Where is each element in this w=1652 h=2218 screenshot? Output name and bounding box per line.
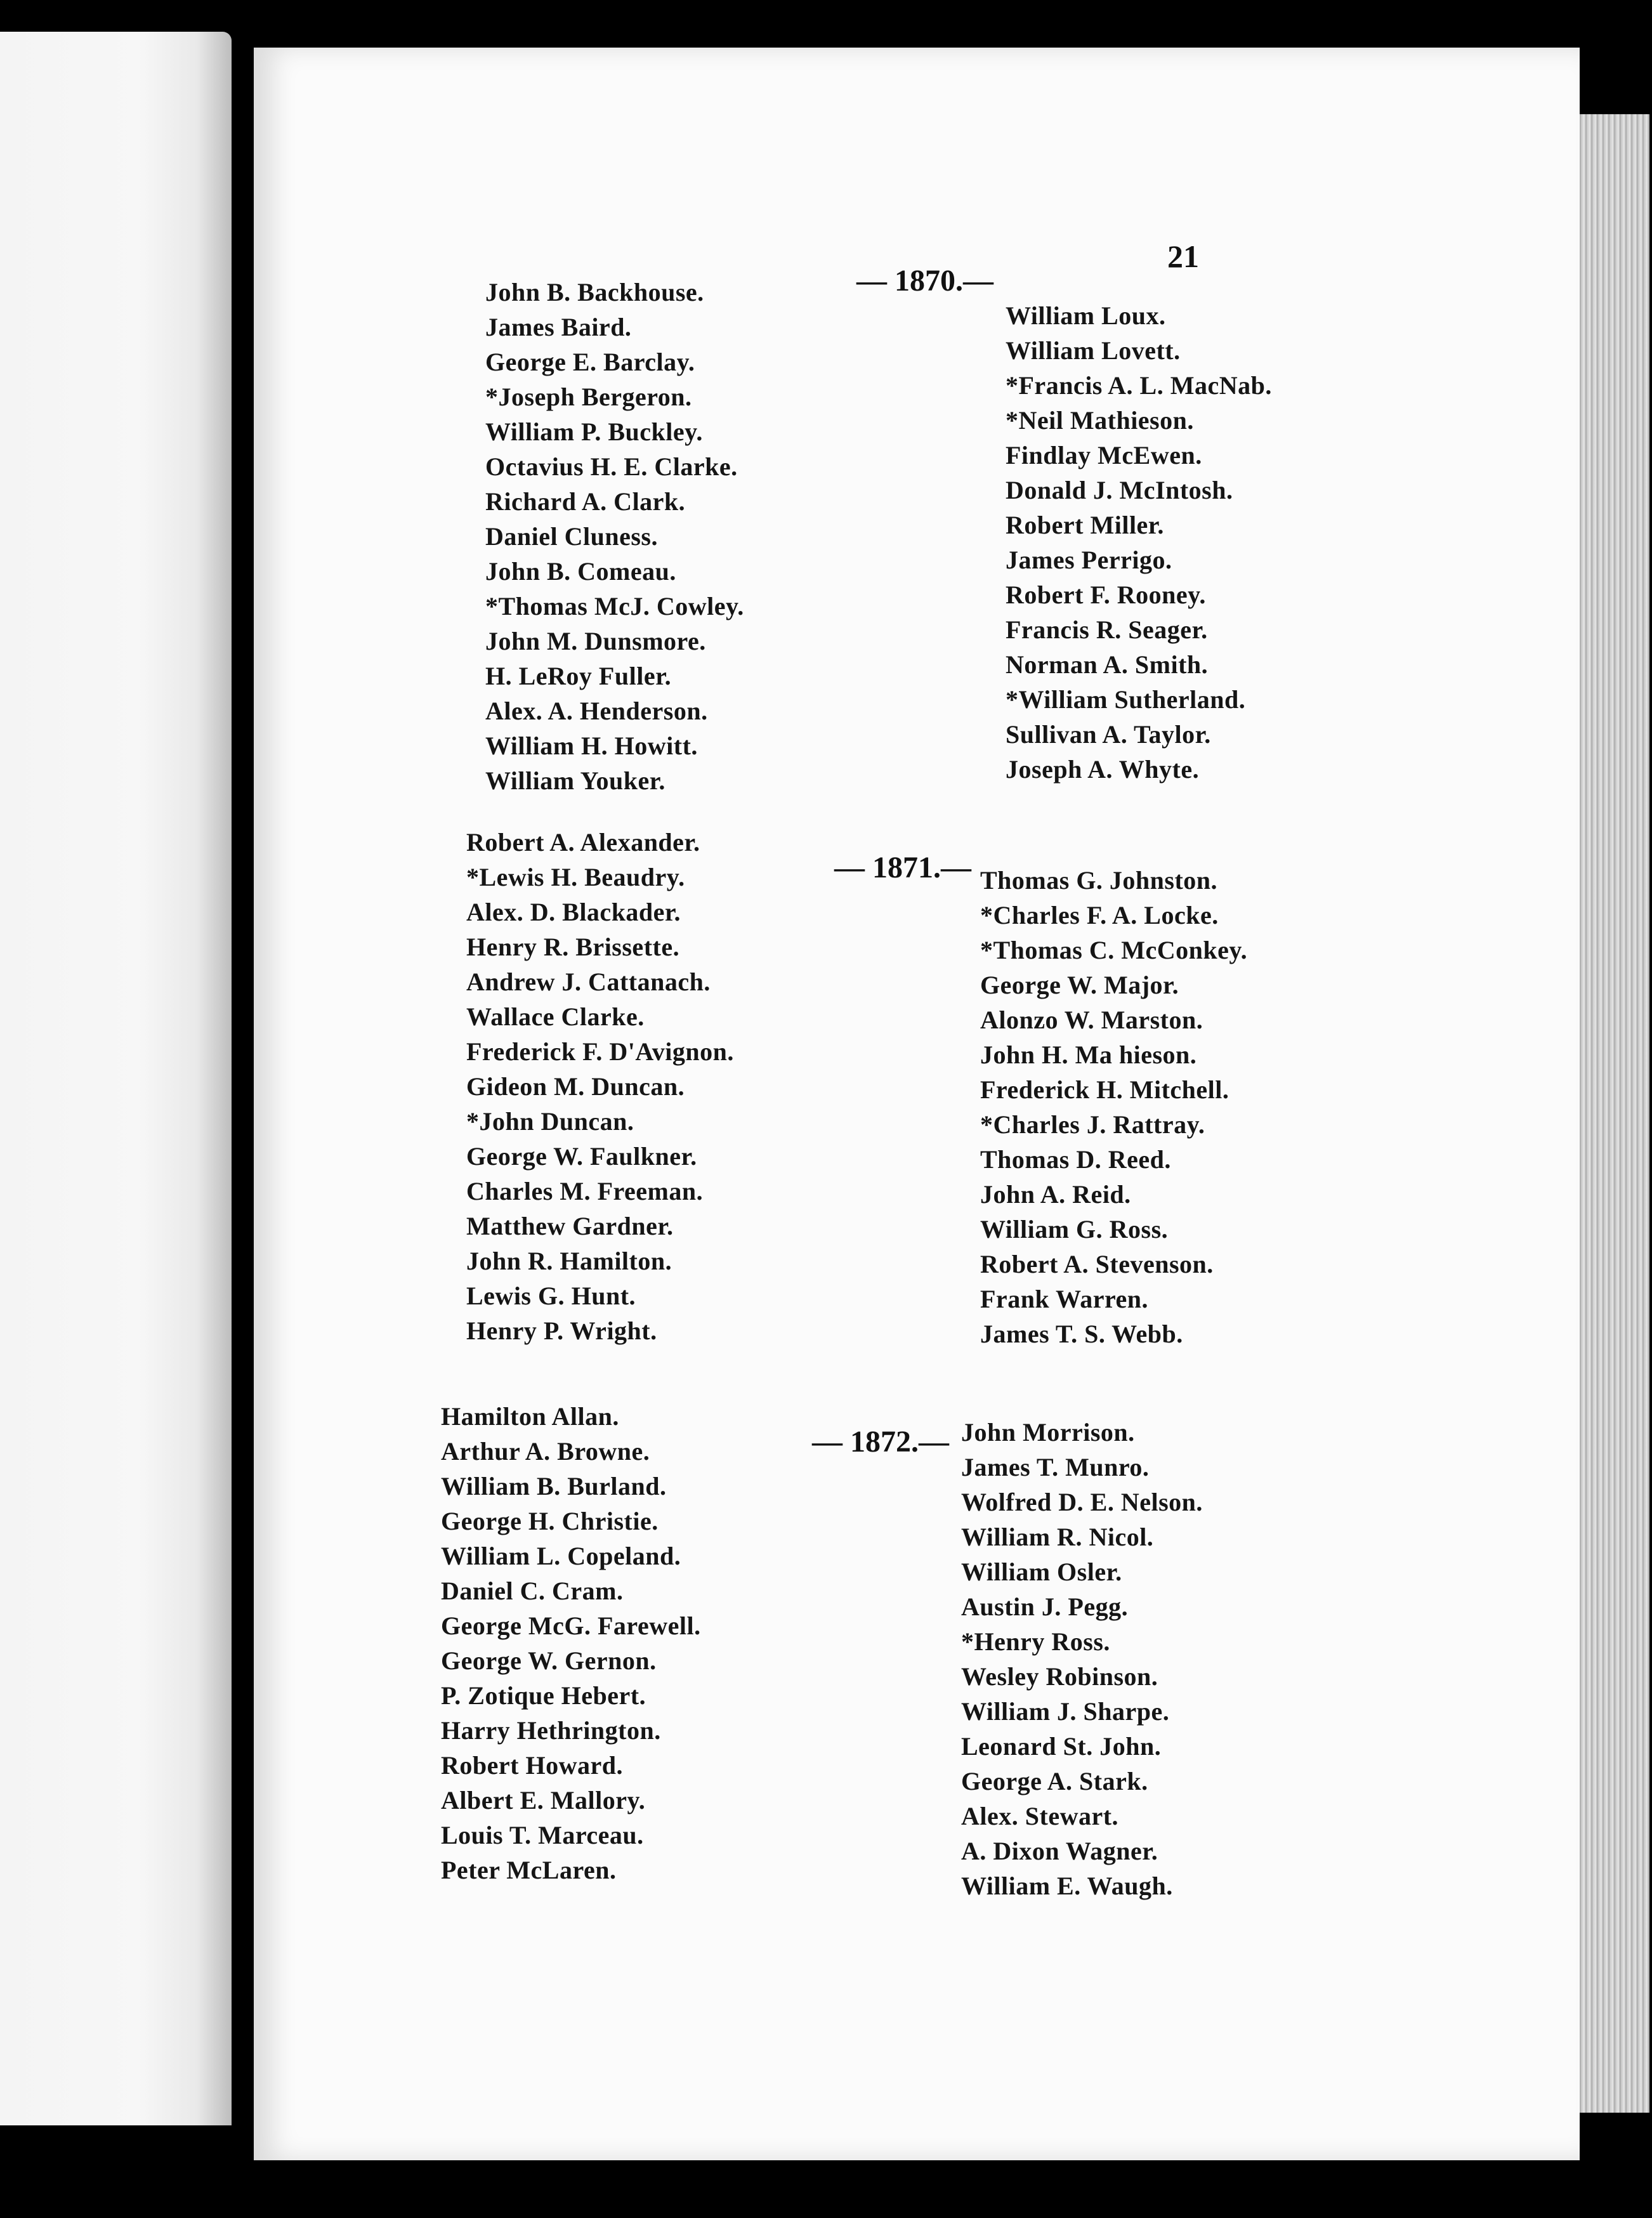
list-item: Arthur A. Browne. <box>441 1437 650 1466</box>
list-item: Matthew Gardner. <box>466 1212 674 1240</box>
list-item: *Charles J. Rattray. <box>980 1110 1205 1139</box>
list-item: John A. Reid. <box>980 1180 1131 1209</box>
list-item: William Lovett. <box>1006 336 1181 365</box>
list-item: Donald J. McIntosh. <box>1006 476 1233 504</box>
list-item: Lewis G. Hunt. <box>466 1282 636 1310</box>
list-item: Norman A. Smith. <box>1006 650 1209 679</box>
list-item: Peter McLaren. <box>441 1856 617 1884</box>
list-item: Andrew J. Cattanach. <box>466 968 711 996</box>
list-item: William Youker. <box>485 766 665 795</box>
list-item: *Henry Ross. <box>961 1627 1110 1656</box>
book-gutter <box>233 38 252 2144</box>
list-item: John H. Ma hieson. <box>980 1040 1197 1069</box>
list-item: Thomas G. Johnston. <box>980 866 1218 895</box>
list-item: Louis T. Marceau. <box>441 1821 644 1849</box>
list-item: Robert A. Alexander. <box>466 828 700 856</box>
list-item: George McG. Farewell. <box>441 1611 701 1640</box>
name-list-1871-left <box>466 825 734 1348</box>
list-item: Alonzo W. Marston. <box>980 1006 1203 1034</box>
list-item: *Joseph Bergeron. <box>485 383 692 411</box>
list-item: P. Zotique Hebert. <box>441 1681 646 1710</box>
list-item: Harry Hethrington. <box>441 1716 661 1745</box>
list-item: Joseph A. Whyte. <box>1006 755 1200 784</box>
list-item: Octavius H. E. Clarke. <box>485 452 738 481</box>
list-item: A. Dixon Wagner. <box>961 1837 1158 1865</box>
list-item: *William Sutherland. <box>1006 685 1246 714</box>
list-item: Robert Miller. <box>1006 511 1164 539</box>
list-item: William B. Burland. <box>441 1472 667 1500</box>
list-item: John R. Hamilton. <box>466 1247 672 1275</box>
name-list-1872-right <box>961 1415 1203 1903</box>
list-item: H. LeRoy Fuller. <box>485 662 672 690</box>
list-item: Austin J. Pegg. <box>961 1592 1129 1621</box>
list-item: George W. Major. <box>980 971 1179 999</box>
list-item: Daniel Cluness. <box>485 522 658 551</box>
year-heading-1872: — 1872.— <box>812 1425 949 1459</box>
list-item: Hamilton Allan. <box>441 1402 619 1431</box>
list-item: Wallace Clarke. <box>466 1002 645 1031</box>
list-item: William J. Sharpe. <box>961 1697 1170 1726</box>
year-heading-1871: — 1871.— <box>834 851 971 884</box>
list-item: Frederick F. D'Avignon. <box>466 1037 734 1066</box>
list-item: Frederick H. Mitchell. <box>980 1075 1229 1104</box>
list-item: George A. Stark. <box>961 1767 1148 1795</box>
name-list-1872-left <box>441 1399 701 1887</box>
list-item: John Morrison. <box>961 1418 1135 1447</box>
list-item: John M. Dunsmore. <box>485 627 706 655</box>
list-item: Gideon M. Duncan. <box>466 1072 685 1101</box>
list-item: Henry P. Wright. <box>466 1316 657 1345</box>
facing-page <box>0 32 232 2125</box>
list-item: Robert A. Stevenson. <box>980 1250 1214 1278</box>
list-item: Frank Warren. <box>980 1285 1149 1313</box>
list-item: William Loux. <box>1006 301 1166 330</box>
list-item: William H. Howitt. <box>485 732 698 760</box>
list-item: George W. Gernon. <box>441 1646 657 1675</box>
list-item: *Thomas McJ. Cowley. <box>485 592 744 620</box>
list-item: Alex. D. Blackader. <box>466 898 681 926</box>
name-list-1870-right <box>1006 298 1272 787</box>
list-item: William P. Buckley. <box>485 417 703 446</box>
list-item: *John Duncan. <box>466 1107 634 1136</box>
list-item: George H. Christie. <box>441 1507 659 1535</box>
page-number: 21 <box>1167 239 1199 274</box>
list-item: John B. Comeau. <box>485 557 676 586</box>
list-item: William Osler. <box>961 1558 1122 1586</box>
list-item: Francis R. Seager. <box>1006 615 1208 644</box>
list-item: James Perrigo. <box>1006 546 1172 574</box>
list-item: Wolfred D. E. Nelson. <box>961 1488 1203 1516</box>
name-list-1871-right <box>980 863 1247 1351</box>
list-item: Findlay McEwen. <box>1006 441 1202 469</box>
list-item: William E. Waugh. <box>961 1872 1173 1900</box>
list-item: James T. Munro. <box>961 1453 1150 1481</box>
list-item: Henry R. Brissette. <box>466 933 680 961</box>
list-item: Richard A. Clark. <box>485 487 686 516</box>
list-item: *Charles F. A. Locke. <box>980 901 1219 929</box>
list-item: George E. Barclay. <box>485 348 695 376</box>
list-item: James T. S. Webb. <box>980 1320 1183 1348</box>
list-item: *Francis A. L. MacNab. <box>1006 371 1272 400</box>
list-item: Alex. A. Henderson. <box>485 697 708 725</box>
list-item: William R. Nicol. <box>961 1523 1154 1551</box>
list-item: Albert E. Mallory. <box>441 1786 646 1814</box>
list-item: *Lewis H. Beaudry. <box>466 863 685 891</box>
year-heading-1870: — 1870.— <box>856 264 993 298</box>
book-page <box>254 48 1580 2160</box>
list-item: Charles M. Freeman. <box>466 1177 704 1205</box>
name-list-1870-left <box>485 275 744 798</box>
list-item: *Neil Mathieson. <box>1006 406 1194 435</box>
list-item: Daniel C. Cram. <box>441 1577 624 1605</box>
list-item: Sullivan A. Taylor. <box>1006 720 1211 749</box>
list-item: *Thomas C. McConkey. <box>980 936 1248 964</box>
list-item: William L. Copeland. <box>441 1542 681 1570</box>
list-item: Wesley Robinson. <box>961 1662 1158 1691</box>
list-item: James Baird. <box>485 313 632 341</box>
list-item: Robert F. Rooney. <box>1006 581 1206 609</box>
list-item: Leonard St. John. <box>961 1732 1162 1761</box>
list-item: Thomas D. Reed. <box>980 1145 1171 1174</box>
list-item: George W. Faulkner. <box>466 1142 697 1171</box>
list-item: William G. Ross. <box>980 1215 1169 1244</box>
list-item: John B. Backhouse. <box>485 278 704 306</box>
list-item: Robert Howard. <box>441 1751 623 1780</box>
list-item: Alex. Stewart. <box>961 1802 1119 1830</box>
